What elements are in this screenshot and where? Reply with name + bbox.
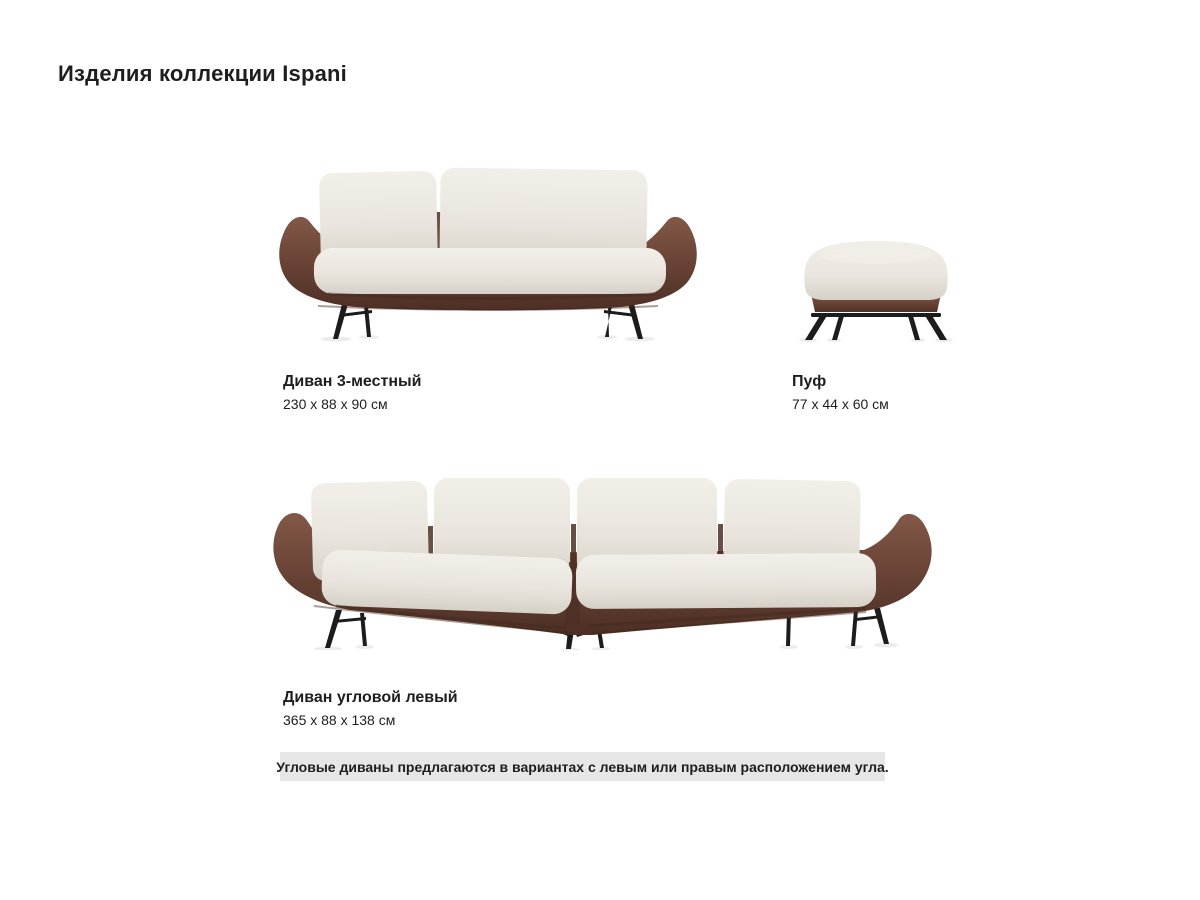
sofa-3-seat-seat-cushion [314,248,666,294]
sofa-corner-seat-cushions [321,549,876,615]
product-name: Пуф [792,373,827,390]
pouf-legs [805,313,947,340]
pouf-illustration [795,236,957,342]
sofa-corner-floor-shadows [314,643,898,651]
note-text: Угловые диваны предлагаются в вариантах с левым или правым расположением угла. [276,758,889,775]
corner-variants-note [276,752,889,781]
product-dimensions: 77 x 44 x 60 см [792,396,889,412]
sofa-corner-left-label [283,687,458,731]
sofa-3-seat-floor-shadows [321,335,655,342]
sofa-corner-left-image [270,464,934,650]
product-name: Диван угловой левый [283,689,458,706]
pouf-label [792,371,889,415]
product-name: Диван 3-местный [283,373,422,390]
sofa-corner-left-illustration [270,464,934,650]
product-dimensions: 230 x 88 x 90 см [283,396,388,412]
pouf-floor-shadows [799,338,953,342]
sofa-3-seat-label [283,371,422,415]
sofa-3-seat-image [278,156,698,342]
product-dimensions: 365 x 88 x 138 см [283,712,396,728]
pouf-image [795,236,957,342]
pouf-cushion-highlight [820,246,932,264]
sofa-3-seat-illustration [278,156,698,342]
page-title: Изделия коллекции Ispani [58,60,347,86]
